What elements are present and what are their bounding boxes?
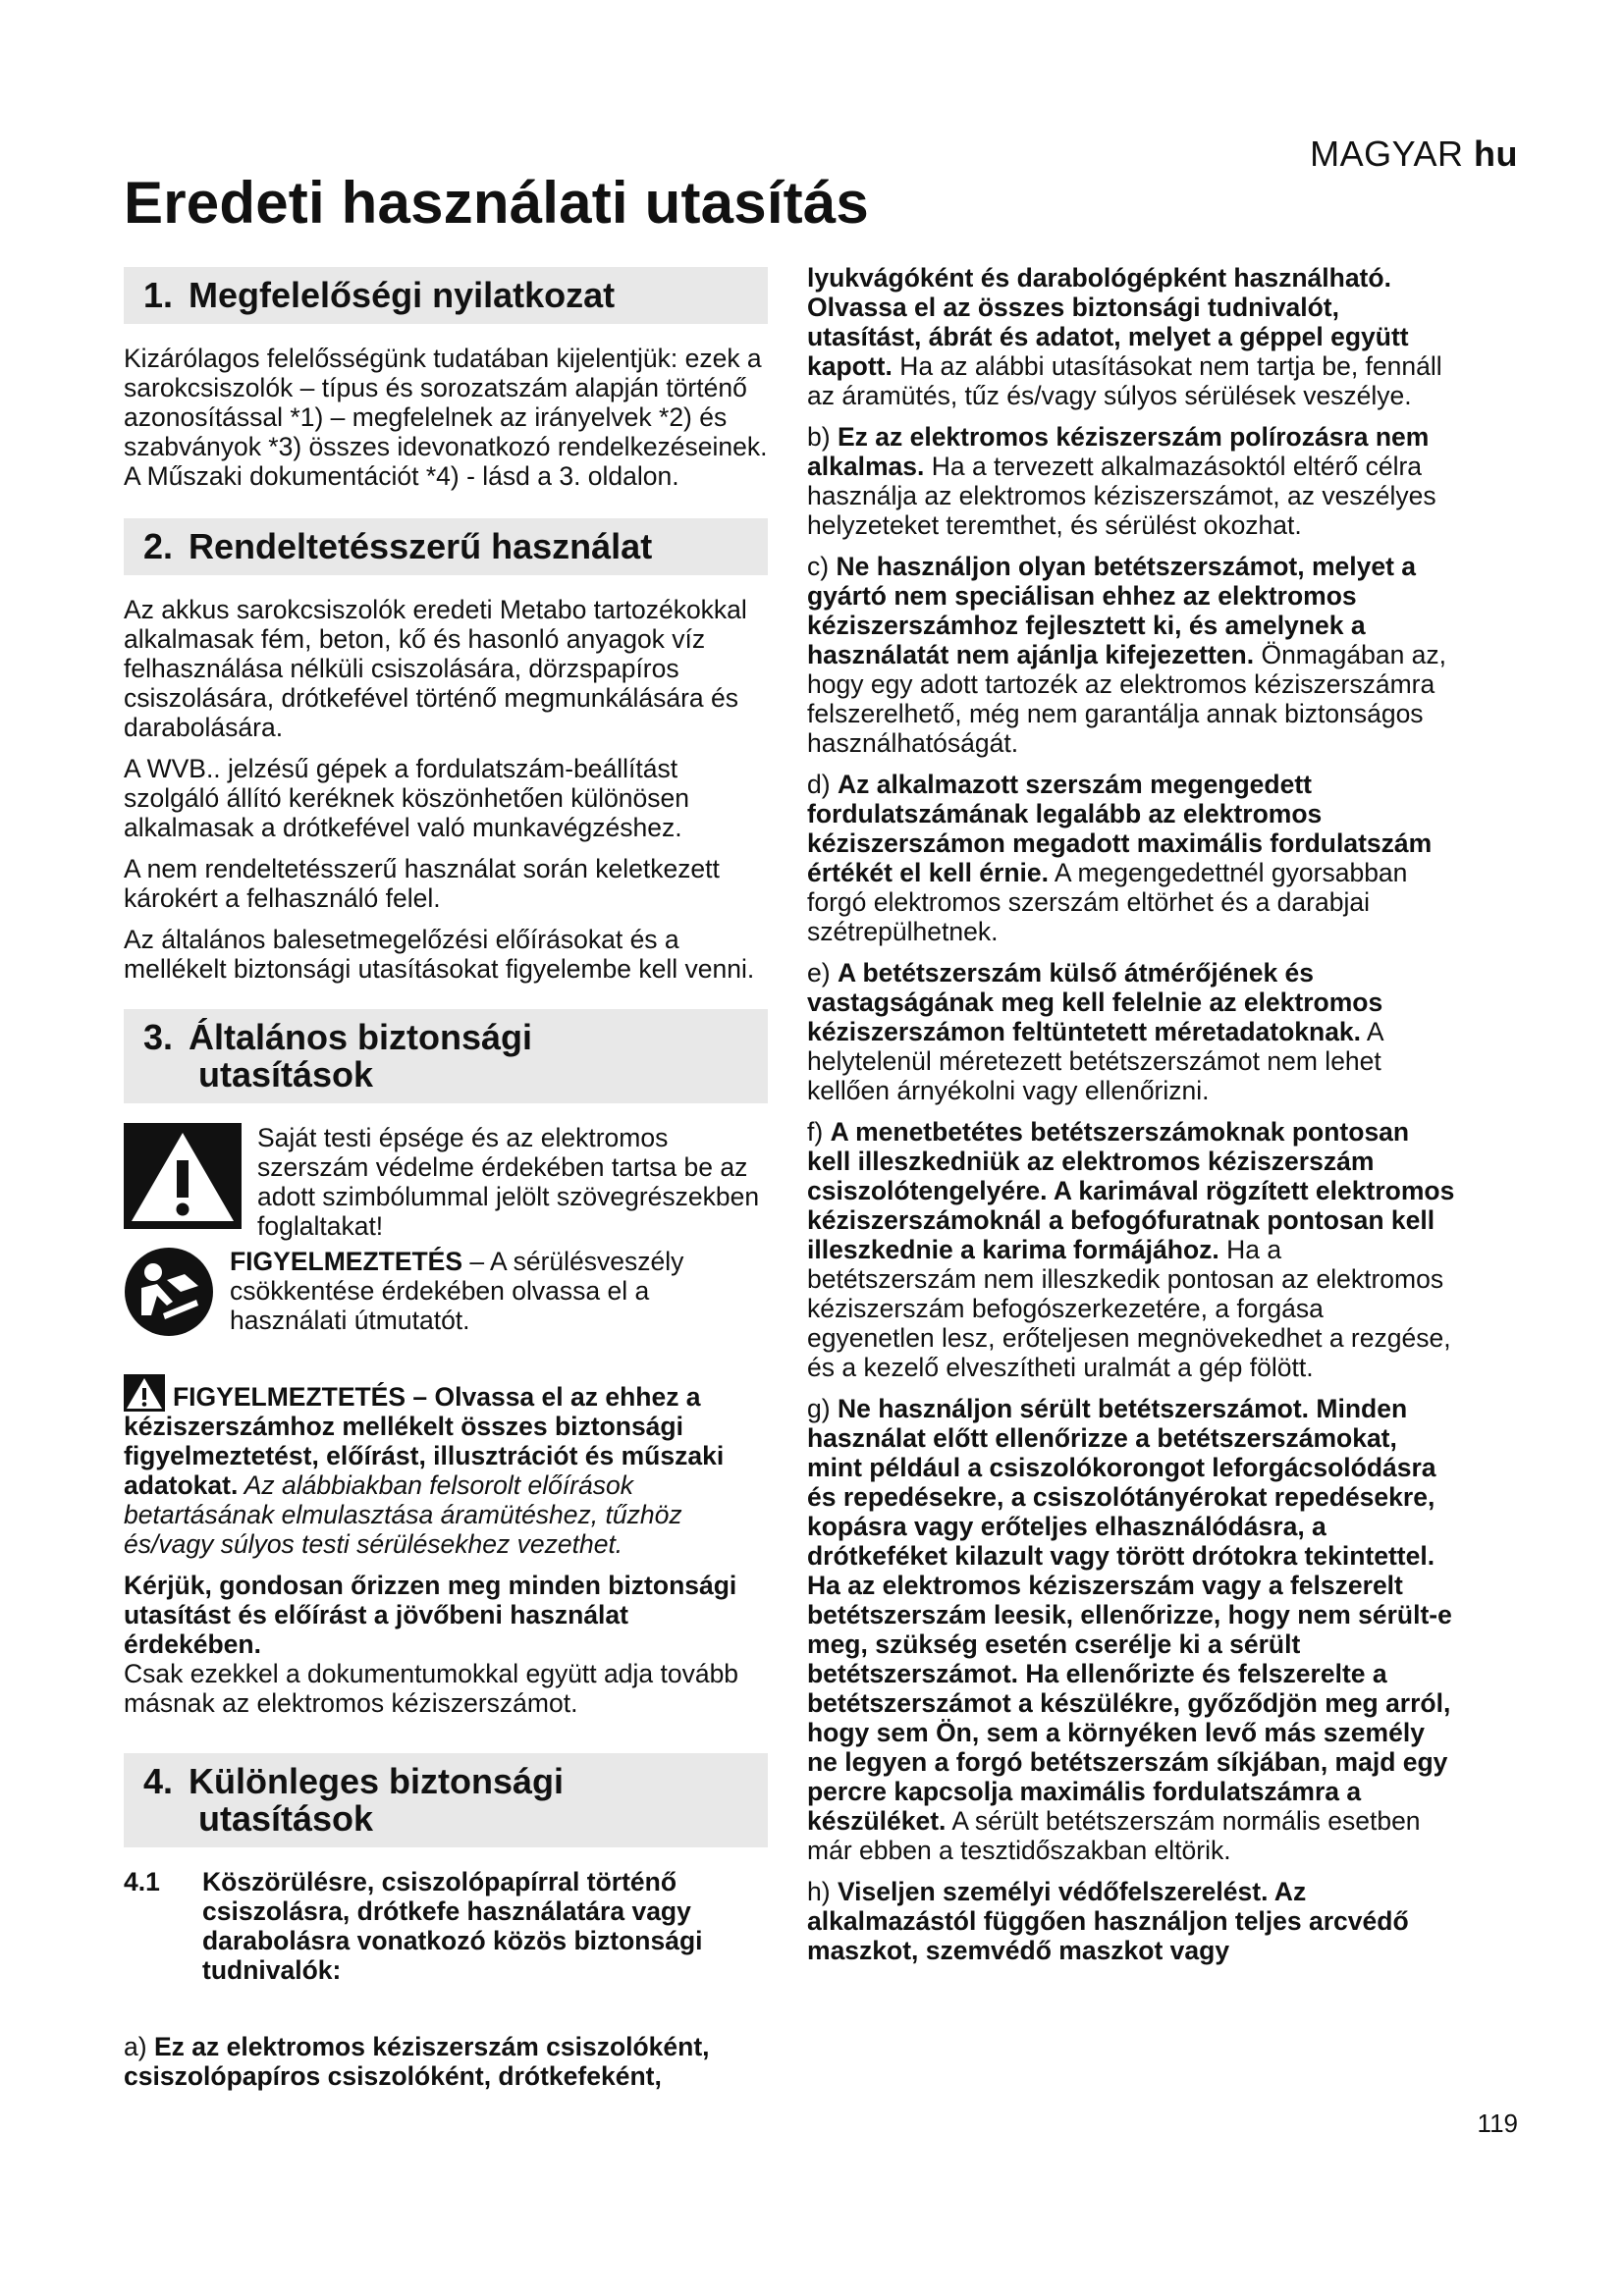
read-manual-text: FIGYELMEZTETÉS – A sérülésveszély csökkentése érdekében olvassa el a használati útmutatót. — [230, 1247, 684, 1335]
item-f: f) A menetbetétes betétszerszámoknak pontosan kell illeszkedniük az elektromos kéziszerszám csiszolótengelyére. A karimával rögzített elektromos kéziszerszámoknál a befogófuratnak pontosan kell illeszkednie a karima formájához. Ha a betétszerszám nem illeszkedik pontosan az elektromos kéziszerszám befogószerkezetére, a forgása egyenetlen lesz, erőteljesen megnövekedhet a rezgése, és a kezelő elveszítheti uralmát a gép fölött. — [807, 1117, 1455, 1382]
page-number: 119 — [1477, 2109, 1518, 2138]
read-manual-icon — [124, 1247, 214, 1337]
section-4-heading: 4. Különleges biztonsági utasítások — [124, 1753, 768, 1847]
right-column — [807, 263, 1455, 1977]
section-2-paragraph-4: Az általános balesetmegelőzési előírásokat és a mellékelt biztonsági utasításokat figyelembe kell venni. — [124, 925, 755, 984]
subsection-4-1: 4.1 Köszörülésre, csiszolópapírral történő csiszolásra, drótkefe használatára vagy darabolásra vonatkozó közös biztonsági tudnivalók: — [124, 1867, 703, 1985]
section-1-heading: 1. Megfelelőségi nyilatkozat — [124, 267, 768, 324]
item-h: h) Viseljen személyi védőfelszerelést. Az alkalmazástól függően használjon teljes arcvédő maszkot, szemvédő maszkot vagy — [807, 1877, 1409, 1965]
read-manual-note — [124, 1247, 768, 1337]
page-title: Eredeti használati utasítás — [124, 170, 870, 236]
section-2-paragraph-3: A nem rendeltetésszerű használat során keletkezett károkért a felhasználó felel. — [124, 854, 720, 913]
general-warning: FIGYELMEZTETÉS – Olvassa el az ehhez a kéziszerszámhoz mellékelt összes biztonsági figyelmeztetést, előírást, illusztrációt és műszaki adatokat. Az alábbiakban felsorolt előírások betartásának elmulasztása áramütéshez, tűzhöz és/vagy súlyos testi sérülésekhez vezethet. — [124, 1374, 768, 1559]
language-label: MAGYAR hu — [1310, 133, 1518, 174]
section-2-paragraph-1: Az akkus sarokcsiszolók eredeti Metabo tartozékokkal alkalmasak fém, beton, kő és hasonló anyagok víz felhasználása nélküli csiszolására, dörzspapíros csiszolására, drótkefével történő megmunkálására és darabolására. — [124, 595, 747, 742]
item-d: d) Az alkalmazott szerszám megengedett fordulatszámának legalább az elektromos kéziszerszámon megadott maximális fordulatszám értékét el kell érnie. A megengedettnél gyorsabban forgó elektromos szerszám eltörhet és a darabjai szétrepülhetnek. — [807, 770, 1433, 946]
section-2-heading: 2. Rendeltetésszerű használat — [124, 518, 768, 575]
section-2-paragraph-2: A WVB.. jelzésű gépek a fordulatszám-beállítást szolgáló állító keréknek köszönhetően különösen alkalmasak a drótkefével való munkavégzéshez. — [124, 754, 690, 842]
item-e: e) A betétszerszám külső átmérőjének és vastagságának meg kell felelnie az elektromos kéziszerszámon feltüntetett méretadatoknak. A helytelenül méretezett betétszerszámot nem lehet kellően árnyékolni vagy ellenőrizni. — [807, 958, 1383, 1105]
item-a-continued: lyukvágóként és darabológépként használható. Olvassa el az összes biztonsági tudnivalót, utasítást, ábrát és adatot, melyet a géppel együtt kapott. Ha az alábbi utasításokat nem tartja be, fennáll az áramütés, tűz és/vagy súlyos sérülések veszélye. — [807, 263, 1442, 410]
warning-triangle-small-icon — [124, 1374, 165, 1412]
pass-on-documents: Csak ezekkel a dokumentumokkal együtt adja tovább másnak az elektromos kéziszerszámot. — [124, 1659, 739, 1718]
warning-triangle-icon — [124, 1123, 242, 1229]
section-1-paragraph: Kizárólagos felelősségünk tudatában kijelentjük: ezek a sarokcsiszolók – típus és sorozatszám alapján történő azonosítással *1) – megfelelnek az irányelvek *2) és szabványok *3) összes idevonatkozó rendelkezéseinek. A Műszaki dokumentációt *4) - lásd a 3. oldalon. — [124, 344, 768, 491]
keep-instructions: Kérjük, gondosan őrizzen meg minden biztonsági utasítást és előírást a jövőbeni használat érdekében. — [124, 1571, 737, 1659]
item-c: c) Ne használjon olyan betétszerszámot, melyet a gyártó nem speciálisan ehhez az elektromos kéziszerszámhoz fejlesztett ki, és amelynek a használatát nem ajánlja kifejezetten. Önmagában az, hogy egy adott tartozék az elektromos kéziszerszámra felszerelhető, még nem garantálja annak biztonságos használhatóságát. — [807, 552, 1447, 758]
left-column — [124, 267, 768, 2103]
item-b: b) Ez az elektromos kéziszerszám polírozásra nem alkalmas. Ha a tervezett alkalmazásoktól eltérő célra használja az elektromos kéziszerszámot, az veszélyes helyzeteket teremthet, és sérülést okozhat. — [807, 422, 1436, 540]
item-a-start: a) Ez az elektromos kéziszerszám csiszolóként, csiszolópapíros csiszolóként, drótkefeként, — [124, 2032, 710, 2091]
warning-symbol-text: Saját testi épsége és az elektromos szerszám védelme érdekében tartsa be az adott szimbólummal jelölt szövegrészekben foglaltakat! — [257, 1123, 760, 1241]
item-g: g) Ne használjon sérült betétszerszámot. Minden használat előtt ellenőrizze a betétszerszámokat, mint például a csiszolókorongot leforgácsolódásra és repedésekre, a csiszolótányérokat repedésekre, kopásra vagy erőteljes elhasználódásra, a drótkeféket kilazult vagy törött drótokra tekintettel. Ha az elektromos kéziszerszám vagy a felszerelt betétszerszám leesik, ellenőrizze, hogy nem sérült-e meg, szükség esetén cserélje ki a sérült betétszerszámot. Ha ellenőrizte és felszerelte a betétszerszámot a készülékre, győződjön meg arról, hogy sem Ön, sem a környéken levő más személy ne legyen a forgó betétszerszám síkjában, majd egy percre kapcsolja maximális fordulatszámra a készüléket. A sérült betétszerszám normális esetben már ebben a tesztidőszakban eltörik. — [807, 1394, 1452, 1865]
warning-symbol-note — [124, 1123, 768, 1241]
section-3-heading: 3. Általános biztonsági utasítások — [124, 1009, 768, 1103]
